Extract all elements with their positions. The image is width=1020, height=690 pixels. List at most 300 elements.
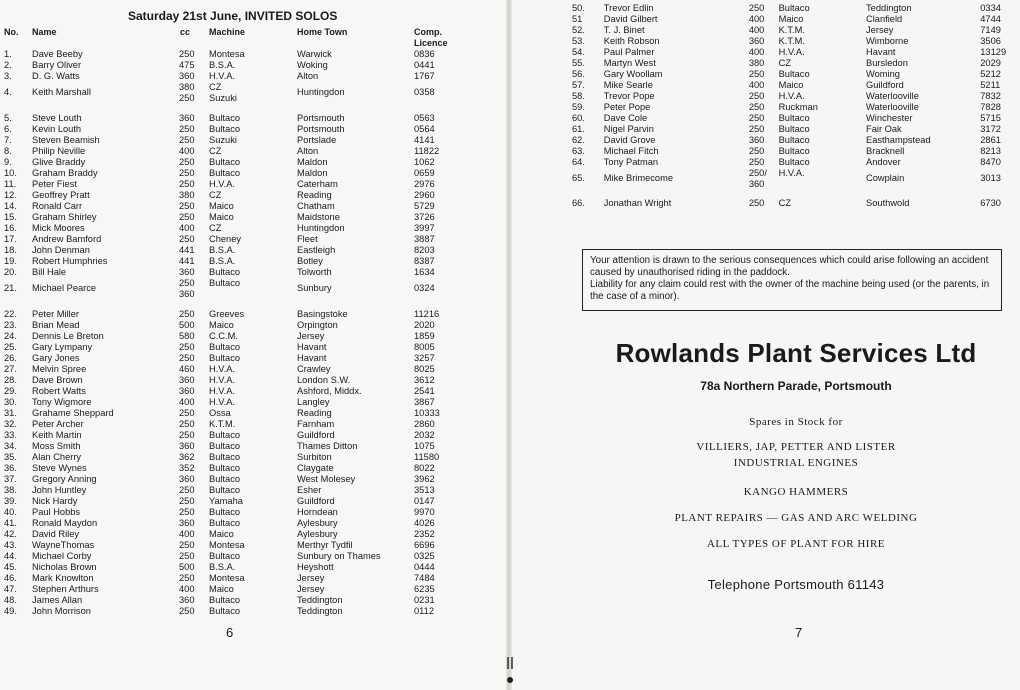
entry-licence: 2860 bbox=[414, 419, 435, 429]
entry-home-town: Teddington bbox=[866, 3, 912, 13]
entry-number: 21. bbox=[4, 283, 17, 293]
entry-home-town: Andover bbox=[866, 157, 901, 167]
binding-staple-icon bbox=[504, 655, 516, 685]
entry-home-town: Basingstoke bbox=[297, 309, 348, 319]
entry-home-town: Winchester bbox=[866, 113, 913, 123]
entry-cc: 250 bbox=[179, 353, 195, 363]
entry-home-town: Maldon bbox=[297, 168, 328, 178]
entry-number: 28. bbox=[4, 375, 17, 385]
entry-row bbox=[572, 198, 1020, 209]
entry-cc: 250 bbox=[179, 573, 195, 583]
entry-number: 42. bbox=[4, 529, 17, 539]
entry-name: Melvin Spree bbox=[32, 364, 87, 374]
advert-line-repairs: PLANT REPAIRS — GAS AND ARC WELDING bbox=[674, 512, 918, 524]
entry-cc-secondary: 250 bbox=[179, 93, 195, 103]
entry-home-town: Waterlooville bbox=[866, 91, 919, 101]
entry-cc: 500 bbox=[179, 562, 195, 572]
entry-machine: Bultaco bbox=[209, 595, 241, 605]
entry-number: 50. bbox=[572, 3, 585, 13]
entry-home-town: Orpington bbox=[297, 320, 338, 330]
entry-name: Nigel Parvin bbox=[603, 124, 654, 134]
entry-row bbox=[4, 113, 504, 124]
entry-row bbox=[4, 518, 504, 529]
entry-home-town: Guildford bbox=[297, 430, 335, 440]
entry-number: 19. bbox=[4, 256, 17, 266]
page-title: Saturday 21st June, INVITED SOLOS bbox=[128, 9, 338, 23]
entries-list-right bbox=[572, 3, 1020, 209]
entry-machine: Suzuki bbox=[209, 135, 237, 145]
entry-number: 47. bbox=[4, 584, 17, 594]
entry-row bbox=[4, 595, 504, 606]
entry-machine: Bultaco bbox=[209, 278, 241, 288]
entry-name: Stephen Arthurs bbox=[32, 584, 99, 594]
entry-licence: 5211 bbox=[980, 80, 1001, 90]
entry-name: Keith Robson bbox=[603, 36, 660, 46]
entry-licence: 3867 bbox=[414, 397, 435, 407]
entry-licence: 4744 bbox=[980, 14, 1001, 24]
entry-number: 37. bbox=[4, 474, 17, 484]
entry-machine bbox=[209, 82, 297, 104]
entry-home-town: Woming bbox=[866, 69, 900, 79]
entry-cc: 250 bbox=[179, 49, 195, 59]
entry-name: Alan Cherry bbox=[32, 452, 82, 462]
entry-licence: 0836 bbox=[414, 49, 435, 59]
entry-number: 54. bbox=[572, 47, 585, 57]
header-no: No. bbox=[4, 27, 19, 37]
entry-row bbox=[572, 47, 1020, 58]
entry-row bbox=[4, 386, 504, 397]
entry-row bbox=[572, 91, 1020, 102]
entry-licence: 6696 bbox=[414, 540, 435, 550]
entry-licence: 0325 bbox=[414, 551, 435, 561]
entry-licence: 3726 bbox=[414, 212, 435, 222]
entry-licence: 11580 bbox=[414, 452, 440, 462]
entry-machine: K.T.M. bbox=[778, 36, 805, 46]
entry-machine: CZ bbox=[209, 223, 222, 233]
entry-cc: 475 bbox=[179, 60, 195, 70]
entry-row bbox=[4, 364, 504, 375]
entry-machine: Cheney bbox=[209, 234, 242, 244]
entry-home-town: Teddington bbox=[297, 595, 343, 605]
entry-machine: B.S.A. bbox=[209, 245, 236, 255]
entry-cc: 360 bbox=[179, 474, 195, 484]
entry-number: 63. bbox=[572, 146, 585, 156]
entry-row bbox=[572, 146, 1020, 157]
entry-name: Glive Braddy bbox=[32, 157, 86, 167]
entry-row bbox=[572, 168, 1020, 190]
entry-row bbox=[4, 256, 504, 267]
entry-machine: Maico bbox=[209, 584, 234, 594]
entry-name: John Huntley bbox=[32, 485, 87, 495]
entry-machine: Bultaco bbox=[778, 3, 810, 13]
entry-cc: 362 bbox=[179, 452, 195, 462]
entry-cc: 250 bbox=[179, 168, 195, 178]
entry-machine: Bultaco bbox=[209, 113, 241, 123]
entry-row bbox=[572, 58, 1020, 69]
entry-machine: Maico bbox=[778, 80, 804, 90]
entry-licence: 4026 bbox=[414, 518, 435, 528]
entry-row bbox=[4, 551, 504, 562]
entry-licence: 8387 bbox=[414, 256, 435, 266]
entry-cc: 400 bbox=[179, 146, 195, 156]
entry-cc: 250 bbox=[179, 485, 195, 495]
entry-licence: 3612 bbox=[414, 375, 435, 385]
entry-home-town: Alton bbox=[297, 71, 319, 81]
entry-machine-secondary: Suzuki bbox=[209, 93, 237, 103]
entry-cc: 360 bbox=[179, 518, 195, 528]
advert-line-hire: ALL TYPES OF PLANT FOR HIRE bbox=[706, 538, 885, 550]
entry-licence: 8470 bbox=[980, 157, 1001, 167]
entry-name: Paul Palmer bbox=[603, 47, 655, 57]
entry-machine: H.V.A. bbox=[209, 364, 236, 374]
entry-home-town: Jersey bbox=[297, 584, 325, 594]
entry-machine: Ruckman bbox=[778, 102, 818, 112]
header-comp: Comp. bbox=[414, 27, 442, 37]
advert-line-engines-brands: VILLIERS, JAP, PETTER AND LISTER bbox=[696, 441, 896, 453]
entry-row bbox=[4, 606, 504, 617]
entry-licence: 3997 bbox=[414, 223, 435, 233]
entry-cc: 400 bbox=[748, 25, 765, 35]
entry-number: 26. bbox=[4, 353, 17, 363]
entry-home-town: Guildford bbox=[866, 80, 904, 90]
entry-machine: Bultaco bbox=[209, 441, 241, 451]
entry-machine: Bultaco bbox=[209, 463, 241, 473]
entry-row bbox=[572, 124, 1020, 135]
entry-row bbox=[572, 69, 1020, 80]
entry-row bbox=[4, 375, 504, 386]
entry-licence: 7149 bbox=[980, 25, 1001, 35]
entry-home-town: Sunbury bbox=[297, 283, 332, 293]
entry-home-town: Portslade bbox=[297, 135, 337, 145]
entry-licence: 3013 bbox=[980, 173, 1001, 183]
entry-home-town: Guildford bbox=[297, 496, 335, 506]
entry-number: 3. bbox=[4, 71, 12, 81]
entry-number: 24. bbox=[4, 331, 17, 341]
entry-row bbox=[4, 529, 504, 540]
entry-cc: 380 bbox=[748, 58, 765, 68]
entry-cc: 460 bbox=[179, 364, 195, 374]
entry-licence: 0659 bbox=[414, 168, 435, 178]
entry-number: 45. bbox=[4, 562, 17, 572]
entry-home-town: Crawley bbox=[297, 364, 331, 374]
entry-home-town: Botley bbox=[297, 256, 323, 266]
entry-home-town: Alton bbox=[297, 146, 319, 156]
entry-name: Moss Smith bbox=[32, 441, 81, 451]
entry-home-town: Aylesbury bbox=[297, 529, 338, 539]
entry-machine: H.V.A. bbox=[778, 168, 805, 178]
entry-home-town: Jersey bbox=[297, 331, 325, 341]
entry-name: Robert Watts bbox=[32, 386, 86, 396]
entry-row bbox=[4, 562, 504, 573]
entry-licence: 6235 bbox=[414, 584, 435, 594]
entry-home-town: Jersey bbox=[297, 573, 325, 583]
entry-name: Grahame Sheppard bbox=[32, 408, 114, 418]
entry-row bbox=[572, 25, 1020, 36]
entry-row bbox=[4, 146, 504, 157]
entry-number: 8. bbox=[4, 146, 12, 156]
entry-home-town: Southwold bbox=[866, 198, 910, 208]
entry-machine: Bultaco bbox=[209, 342, 241, 352]
entry-licence: 4141 bbox=[414, 135, 435, 145]
entry-row bbox=[4, 82, 504, 104]
entry-cc: 400 bbox=[179, 223, 195, 233]
entry-cc-secondary: 360 bbox=[748, 179, 765, 189]
entry-licence: 8005 bbox=[414, 342, 435, 352]
header-home-town: Home Town bbox=[297, 27, 348, 37]
entry-licence: 0441 bbox=[414, 60, 435, 70]
entry-row bbox=[4, 397, 504, 408]
entry-number: 46. bbox=[4, 573, 17, 583]
entry-number: 48. bbox=[4, 595, 17, 605]
entry-cc: 250 bbox=[179, 234, 195, 244]
entry-cc: 400 bbox=[179, 529, 195, 539]
entry-licence: 7832 bbox=[980, 91, 1001, 101]
entry-number: 22. bbox=[4, 309, 17, 319]
entry-number: 27. bbox=[4, 364, 17, 374]
entry-number: 29. bbox=[4, 386, 17, 396]
entry-licence: 5715 bbox=[980, 113, 1001, 123]
entry-name: Michael Pearce bbox=[32, 283, 97, 293]
entry-cc: 352 bbox=[179, 463, 195, 473]
entry-licence: 3887 bbox=[414, 234, 435, 244]
entry-cc: 400 bbox=[179, 584, 195, 594]
entry-cc: 250 bbox=[179, 430, 195, 440]
entry-name: Gregory Anning bbox=[32, 474, 97, 484]
entry-licence: 0147 bbox=[414, 496, 435, 506]
entry-cc: 250 bbox=[179, 157, 195, 167]
entry-row bbox=[4, 212, 504, 223]
entry-cc: 250 bbox=[748, 3, 765, 13]
entry-cc: 250 bbox=[748, 113, 765, 123]
entry-home-town: Fair Oak bbox=[866, 124, 902, 134]
entry-number: 43. bbox=[4, 540, 17, 550]
entry-name: Barry Oliver bbox=[32, 60, 82, 70]
entry-machine: Montesa bbox=[209, 573, 245, 583]
entry-licence: 1859 bbox=[414, 331, 435, 341]
entry-cc: 360 bbox=[179, 71, 195, 81]
entry-machine: Bultaco bbox=[209, 353, 241, 363]
entry-row bbox=[4, 463, 504, 474]
entry-licence: 3257 bbox=[414, 353, 435, 363]
entry-machine: Bultaco bbox=[209, 551, 241, 561]
entry-machine: H.V.A. bbox=[778, 91, 805, 101]
entry-name: Kevin Louth bbox=[32, 124, 82, 134]
header-cc: cc bbox=[180, 27, 191, 37]
entry-row bbox=[572, 14, 1020, 25]
entry-row bbox=[4, 419, 504, 430]
entry-number: 7. bbox=[4, 135, 12, 145]
entry-home-town: Bracknell bbox=[866, 146, 905, 156]
entry-name: Nicholas Brown bbox=[32, 562, 97, 572]
entry-name: Gary Lympany bbox=[32, 342, 93, 352]
entry-number: 40. bbox=[4, 507, 17, 517]
entry-number: 34. bbox=[4, 441, 17, 451]
entry-home-town: Huntingdon bbox=[297, 87, 345, 97]
entry-cc: 400 bbox=[748, 47, 765, 57]
entry-cc: 250 bbox=[179, 496, 195, 506]
entry-number: 59. bbox=[572, 102, 585, 112]
entry-home-town: Cowplain bbox=[866, 173, 905, 183]
advert-telephone: Telephone Portsmouth 61143 bbox=[707, 577, 885, 592]
entry-number: 62. bbox=[572, 135, 585, 145]
entry-home-town: Claygate bbox=[297, 463, 334, 473]
entry-cc: 250 bbox=[748, 198, 765, 208]
entry-row bbox=[4, 573, 504, 584]
entry-name: Peter Miller bbox=[32, 309, 80, 319]
entry-home-town: Tolworth bbox=[297, 267, 332, 277]
entry-row bbox=[4, 342, 504, 353]
entry-licence: 0564 bbox=[414, 124, 435, 134]
entry-number: 38. bbox=[4, 485, 17, 495]
entry-name: Jonathan Wright bbox=[603, 198, 672, 208]
entry-row bbox=[4, 408, 504, 419]
entry-number: 36. bbox=[4, 463, 17, 473]
entry-row bbox=[572, 36, 1020, 47]
entry-number: 15. bbox=[4, 212, 17, 222]
entry-name: John Morrison bbox=[32, 606, 91, 616]
entry-row bbox=[572, 80, 1020, 91]
entry-cc: 360 bbox=[179, 386, 195, 396]
entry-licence: 1075 bbox=[414, 441, 435, 451]
entry-cc bbox=[179, 82, 209, 104]
page-number-left: 6 bbox=[226, 625, 234, 640]
entry-name: Brian Mead bbox=[32, 320, 80, 330]
entry-row bbox=[4, 168, 504, 179]
entry-machine: Bultaco bbox=[209, 430, 241, 440]
entry-licence: 2352 bbox=[414, 529, 435, 539]
entry-number: 58. bbox=[572, 91, 585, 101]
entry-cc: 360 bbox=[748, 36, 765, 46]
entry-licence: 2032 bbox=[414, 430, 435, 440]
entry-machine: CZ bbox=[209, 146, 222, 156]
notice-text-2: Liability for any claim could rest with the owner of the machine being used (or the parents, in the case of a minor). bbox=[590, 279, 990, 302]
entry-cc bbox=[179, 278, 209, 300]
entry-row bbox=[4, 452, 504, 463]
entry-name: David Gilbert bbox=[603, 14, 658, 24]
entry-number: 57. bbox=[572, 80, 585, 90]
entry-cc: 250 bbox=[179, 408, 195, 418]
entry-cc: 250 bbox=[179, 342, 195, 352]
entry-number: 20. bbox=[4, 267, 17, 277]
advert-address: 78a Northern Parade, Portsmouth bbox=[700, 379, 892, 393]
entry-home-town: Merthyr Tydfil bbox=[297, 540, 353, 550]
entry-cc: 250 bbox=[179, 124, 195, 134]
entry-home-town: London S.W. bbox=[297, 375, 351, 385]
entry-row bbox=[572, 102, 1020, 113]
entry-name: Dennis Le Breton bbox=[32, 331, 104, 341]
entry-machine: Montesa bbox=[209, 49, 245, 59]
entry-name: Peter Archer bbox=[32, 419, 84, 429]
entry-name: Dave Brown bbox=[32, 375, 83, 385]
entry-cc: 250 bbox=[748, 124, 765, 134]
entry-name: Mike Brimecome bbox=[603, 173, 674, 183]
entry-home-town: Warwick bbox=[297, 49, 332, 59]
entry-row bbox=[4, 309, 504, 320]
entry-home-town: Eastleigh bbox=[297, 245, 336, 255]
entry-name: Graham Braddy bbox=[32, 168, 98, 178]
entries-list-left bbox=[4, 49, 504, 617]
entry-row bbox=[4, 278, 504, 300]
entry-machine: Maico bbox=[209, 212, 234, 222]
entry-cc-secondary: 360 bbox=[179, 289, 195, 299]
entry-row bbox=[4, 441, 504, 452]
entry-row bbox=[572, 113, 1020, 124]
entry-number: 23. bbox=[4, 320, 17, 330]
entry-row bbox=[4, 507, 504, 518]
entry-licence: 2861 bbox=[980, 135, 1001, 145]
entry-machine: H.V.A. bbox=[209, 71, 236, 81]
entry-row bbox=[4, 124, 504, 135]
entry-row bbox=[572, 157, 1020, 168]
entry-row bbox=[4, 485, 504, 496]
entry-licence: 2541 bbox=[414, 386, 435, 396]
entry-home-town: Easthampstead bbox=[866, 135, 931, 145]
entry-home-town: Woking bbox=[297, 60, 328, 70]
entry-number: 11. bbox=[4, 179, 17, 189]
entry-name: Keith Martin bbox=[32, 430, 82, 440]
entry-home-town: Wimborne bbox=[866, 36, 909, 46]
entry-number: 2. bbox=[4, 60, 12, 70]
entry-name: Michael Fitch bbox=[603, 146, 659, 156]
entry-licence: 2029 bbox=[980, 58, 1001, 68]
entry-licence: 0324 bbox=[414, 283, 435, 293]
entry-row bbox=[4, 584, 504, 595]
entry-licence: 3172 bbox=[980, 124, 1001, 134]
entry-home-town: Bursledon bbox=[866, 58, 908, 68]
entry-licence: 0358 bbox=[414, 87, 435, 97]
entry-home-town: Chatham bbox=[297, 201, 335, 211]
entry-cc: 250 bbox=[179, 135, 195, 145]
entry-machine: Bultaco bbox=[778, 135, 810, 145]
entry-licence: 11822 bbox=[414, 146, 440, 156]
entry-name: Ronald Carr bbox=[32, 201, 83, 211]
entry-number: 44. bbox=[4, 551, 17, 561]
entry-number: 33. bbox=[4, 430, 17, 440]
entry-licence: 11216 bbox=[414, 309, 440, 319]
entry-machine: Bultaco bbox=[209, 518, 241, 528]
entry-name: Philip Neville bbox=[32, 146, 86, 156]
entry-name: Mike Searle bbox=[603, 80, 653, 90]
entry-number: 31. bbox=[4, 408, 17, 418]
entry-machine: Bultaco bbox=[209, 485, 241, 495]
entry-row bbox=[4, 234, 504, 245]
header-licence: Licence bbox=[414, 38, 448, 48]
entry-licence: 1767 bbox=[414, 71, 435, 81]
entry-number: 1. bbox=[4, 49, 12, 59]
entry-licence: 3513 bbox=[414, 485, 435, 495]
entry-machine: B.S.A. bbox=[209, 562, 236, 572]
header-name: Name bbox=[32, 27, 57, 37]
entry-home-town: Fleet bbox=[297, 234, 318, 244]
entry-machine: Maico bbox=[209, 529, 234, 539]
entry-name: Dave Cole bbox=[603, 113, 648, 123]
entry-cc-primary: 250 bbox=[179, 278, 195, 288]
paddock-notice bbox=[582, 249, 1002, 311]
entry-licence: 2020 bbox=[414, 320, 435, 330]
entry-machine: Maico bbox=[778, 14, 804, 24]
entry-number: 18. bbox=[4, 245, 17, 255]
entry-row bbox=[4, 157, 504, 168]
entry-cc: 250 bbox=[179, 212, 195, 222]
entry-number: 56. bbox=[572, 69, 585, 79]
entry-row bbox=[4, 223, 504, 234]
entry-licence: 8025 bbox=[414, 364, 435, 374]
entry-home-town: Maidstone bbox=[297, 212, 340, 222]
entry-cc: 250 bbox=[748, 146, 765, 156]
entry-name: Trevor Edlin bbox=[603, 3, 654, 13]
entry-cc: 250 bbox=[748, 91, 765, 101]
entry-name: John Denman bbox=[32, 245, 90, 255]
